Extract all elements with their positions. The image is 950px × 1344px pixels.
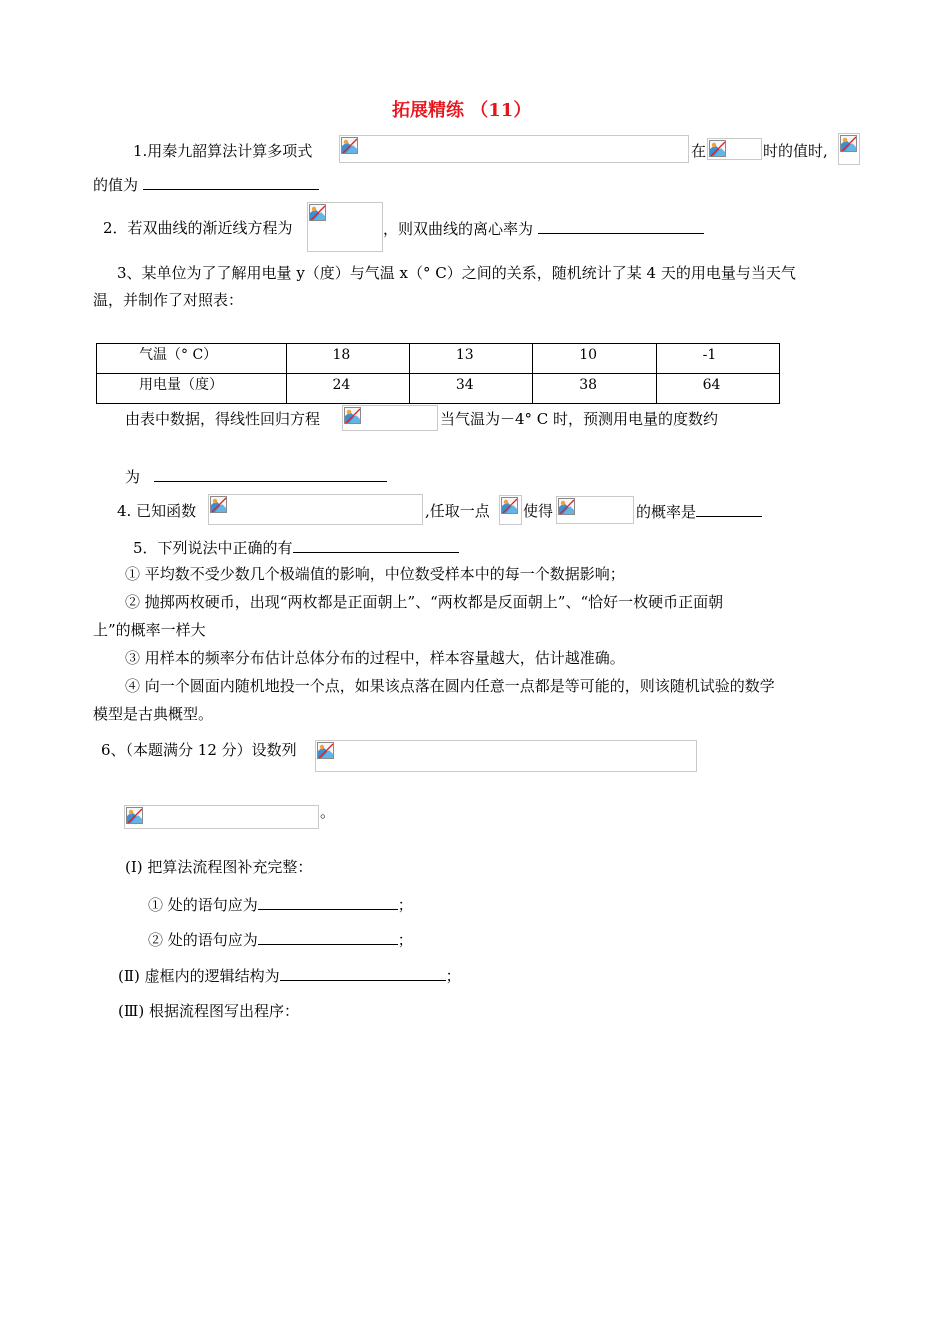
answer-blank[interactable]	[280, 965, 446, 981]
formula-image	[315, 740, 697, 772]
answer-blank[interactable]	[293, 537, 459, 553]
formula-image	[342, 405, 438, 431]
formula-image	[499, 495, 522, 525]
broken-image-icon	[126, 807, 143, 824]
broken-image-icon	[840, 135, 857, 152]
q6-stem: 6、（本题满分 12 分）设数列	[101, 741, 297, 759]
page-title: 拓展精练 （11）	[392, 100, 532, 121]
table-cell: 24	[286, 374, 409, 404]
table-cell: 13	[409, 344, 532, 374]
formula-image	[307, 202, 383, 252]
q3-wei: 为	[125, 466, 387, 487]
q6-part-1a: ① 处的语句应为 ；	[148, 896, 413, 914]
q3-after2: 当气温为－4° C 时，预测用电量的度数约	[440, 410, 719, 428]
formula-image	[556, 496, 634, 524]
q5-statement-2-cont: 上”的概率一样大	[93, 621, 206, 639]
answer-blank[interactable]	[258, 894, 398, 910]
table-cell: -1	[656, 344, 779, 374]
q6-part-1b: ② 处的语句应为 ；	[148, 931, 413, 949]
q2-text: 2．若双曲线的渐近线方程为	[103, 219, 293, 237]
broken-image-icon	[309, 204, 326, 221]
q6-part-2: (Ⅱ) 虚框内的逻辑结构为 ；	[118, 967, 461, 985]
formula-image	[339, 135, 689, 163]
broken-image-icon	[501, 497, 518, 514]
answer-blank[interactable]	[538, 218, 704, 234]
table-cell: 64	[656, 374, 779, 404]
q5-statement-4-cont: 模型是古典概型。	[93, 705, 214, 723]
broken-image-icon	[210, 496, 227, 513]
q1-line2: 的值为	[93, 174, 319, 195]
q5-statement-4: ④ 向一个圆面内随机地投一个点，如果该点落在圆内任意一点都是等可能的，则该随机试验的数学	[125, 677, 775, 695]
formula-image	[707, 138, 762, 160]
formula-image	[838, 133, 860, 165]
broken-image-icon	[558, 498, 575, 515]
q4-mid1: ,任取一点	[425, 502, 490, 520]
answer-blank[interactable]	[143, 174, 319, 190]
answer-blank[interactable]	[696, 501, 762, 517]
q6-part-3: (Ⅲ) 根据流程图写出程序：	[118, 1002, 299, 1020]
answer-blank[interactable]	[154, 466, 387, 482]
formula-image	[208, 494, 423, 525]
q4-mid2: 使得	[523, 502, 554, 520]
answer-blank[interactable]	[258, 929, 398, 945]
q1-in: 在	[691, 142, 707, 160]
table-cell: 10	[533, 344, 656, 374]
q4-text: 4. 已知函数	[117, 502, 197, 520]
broken-image-icon	[341, 137, 358, 154]
q1-when: 时的值时,	[763, 142, 828, 160]
q3-line2: 温，并制作了对照表：	[93, 291, 244, 309]
q5-statement-2: ② 抛掷两枚硬币，出现“两枚都是正面朝上”、“两枚都是反面朝上”、“恰好一枚硬币正面朝	[125, 593, 724, 611]
q3-after1: 由表中数据，得线性回归方程	[125, 410, 321, 428]
formula-image	[124, 805, 319, 829]
q2-text-after: ，则双曲线的离心率为	[383, 218, 704, 239]
table-cell: 34	[409, 374, 532, 404]
q5-statement-1: ① 平均数不受少数几个极端值的影响，中位数受样本中的每一个数据影响；	[125, 565, 625, 583]
table-cell: 用电量（度）	[97, 374, 287, 404]
q5-statement-3: ③ 用样本的频率分布估计总体分布的过程中，样本容量越大，估计越准确。	[125, 649, 625, 667]
broken-image-icon	[344, 407, 361, 424]
q1-text: 1.用秦九韶算法计算多项式	[133, 142, 313, 160]
table-cell: 气温（° C）	[97, 344, 287, 374]
q6-part-1: (Ⅰ) 把算法流程图补充完整：	[125, 858, 313, 876]
data-table	[96, 343, 780, 404]
broken-image-icon	[317, 742, 334, 759]
table-cell: 38	[533, 374, 656, 404]
table-row	[97, 374, 780, 404]
q5-stem: 5．下列说法中正确的有	[133, 537, 459, 558]
q4-after: 的概率是	[636, 501, 762, 522]
broken-image-icon	[709, 140, 726, 157]
q3-line1: 3、某单位为了了解用电量 y（度）与气温 x（° C）之间的关系，随机统计了某 4 天的用电量与当天气	[117, 264, 796, 282]
table-row	[97, 344, 780, 374]
table-cell: 18	[286, 344, 409, 374]
q6-period: 。	[320, 803, 336, 821]
